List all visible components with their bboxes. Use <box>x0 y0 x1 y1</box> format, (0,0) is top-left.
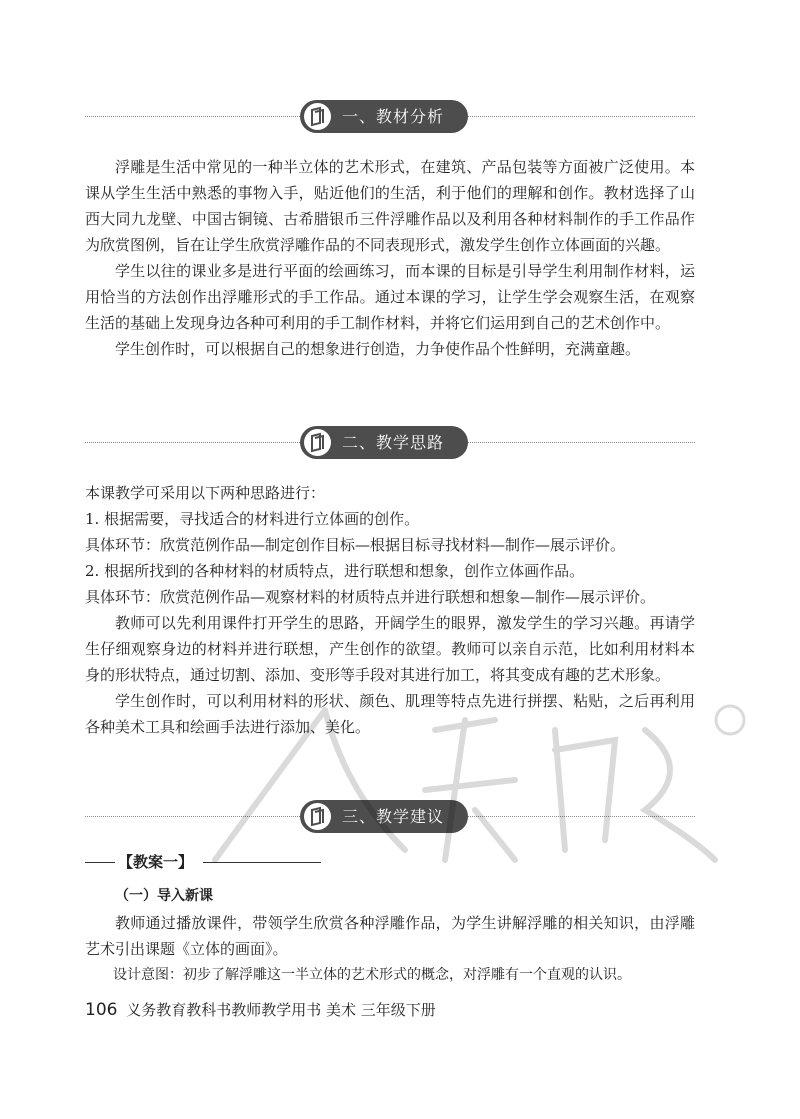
section-header-2 <box>85 426 695 460</box>
design-note: 设计意图：初步了解浮雕这一半立体的艺术形式的概念，对浮雕有一个直观的认识。 <box>113 967 631 983</box>
section-book-icon <box>304 103 331 130</box>
book-title: 义务教育教科书教师教学用书 美术 三年级下册 <box>126 1001 436 1019</box>
section-book-icon <box>304 429 331 456</box>
text-line: 具体环节：欣赏范例作品—制定创作目标—根据目标寻找材料—制作—展示评价。 <box>85 536 626 554</box>
divider <box>468 116 695 117</box>
text-line: 2. 根据所找到的各种材料的材质特点，进行联想和想象，创作立体画作品。 <box>85 562 585 580</box>
paragraph: 学生创作时，可以利用材料的形状、颜色、肌理等特点先进行拼摆、粘贴，之后再利用各种美术工具和绘画手法进行添加、美化。 <box>85 692 695 736</box>
section-header-1 <box>85 100 695 134</box>
section-1-body <box>85 154 695 362</box>
divider <box>85 116 300 117</box>
divider <box>468 442 695 443</box>
section-3-body <box>85 910 695 988</box>
section-title-pill <box>300 426 468 459</box>
text-line: 1. 根据需要，寻找适合的材料进行立体画的创作。 <box>85 510 420 528</box>
case-title: 【教案一】 <box>118 853 194 871</box>
paragraph: 学生以往的课业多是进行平面的绘画练习，而本课的目标是引导学生利用制作材料，运用恰当的方法创作出浮雕形式的手工作品。通过本课的学习，让学生学会观察生活，在观察生活的基础上发现身边各种可利用的手工制作材料，并将它们运用到自己的艺术创作中。 <box>85 262 695 332</box>
subheading: （一）导入新课 <box>115 888 213 904</box>
text-line: 具体环节：欣赏范例作品—观察材料的材质特点并进行联想和想象—制作—展示评价。 <box>85 588 656 606</box>
page-footer <box>85 998 436 1022</box>
paragraph: 浮雕是生活中常见的一种半立体的艺术形式，在建筑、产品包装等方面被广泛使用。本课从学生生活中熟悉的事物入手，贴近他们的生活，利于他们的理解和创作。教材选择了山西大同九龙壁、中国古铜镜、古希腊银币三件浮雕作品以及利用各种材料制作的手工作品作为欣赏图例，旨在让学生欣赏浮雕作品的不同表现形式，激发学生创作立体画面的兴趣。 <box>85 158 695 254</box>
section-title: 三、教学建议 <box>342 807 445 826</box>
paragraph: 学生创作时，可以根据自己的想象进行创造，力争使作品个性鲜明，充满童趣。 <box>115 340 641 358</box>
paragraph: 教师通过播放课件，带领学生欣赏各种浮雕作品，为学生讲解浮雕的相关知识，由浮雕艺术引出课题《立体的画面》。 <box>85 914 695 958</box>
text-line: 本课教学可采用以下两种思路进行： <box>85 484 326 502</box>
section-title: 一、教材分析 <box>342 107 445 126</box>
divider <box>85 442 300 443</box>
section-title: 二、教学思路 <box>342 433 445 452</box>
page-number: 106 <box>85 1000 118 1020</box>
section-title-pill <box>300 100 468 133</box>
divider <box>85 862 115 863</box>
publisher-watermark <box>175 690 755 880</box>
paragraph: 教师可以先利用课件打开学生的思路，开阔学生的眼界，激发学生的学习兴趣。再请学生仔细观察身边的材料并进行联想，产生创作的欲望。教师可以亲自示范，比如利用材料本身的形状特点，通过切割、添加、变形等手段对其进行加工，将其变成有趣的艺术形象。 <box>85 614 695 684</box>
